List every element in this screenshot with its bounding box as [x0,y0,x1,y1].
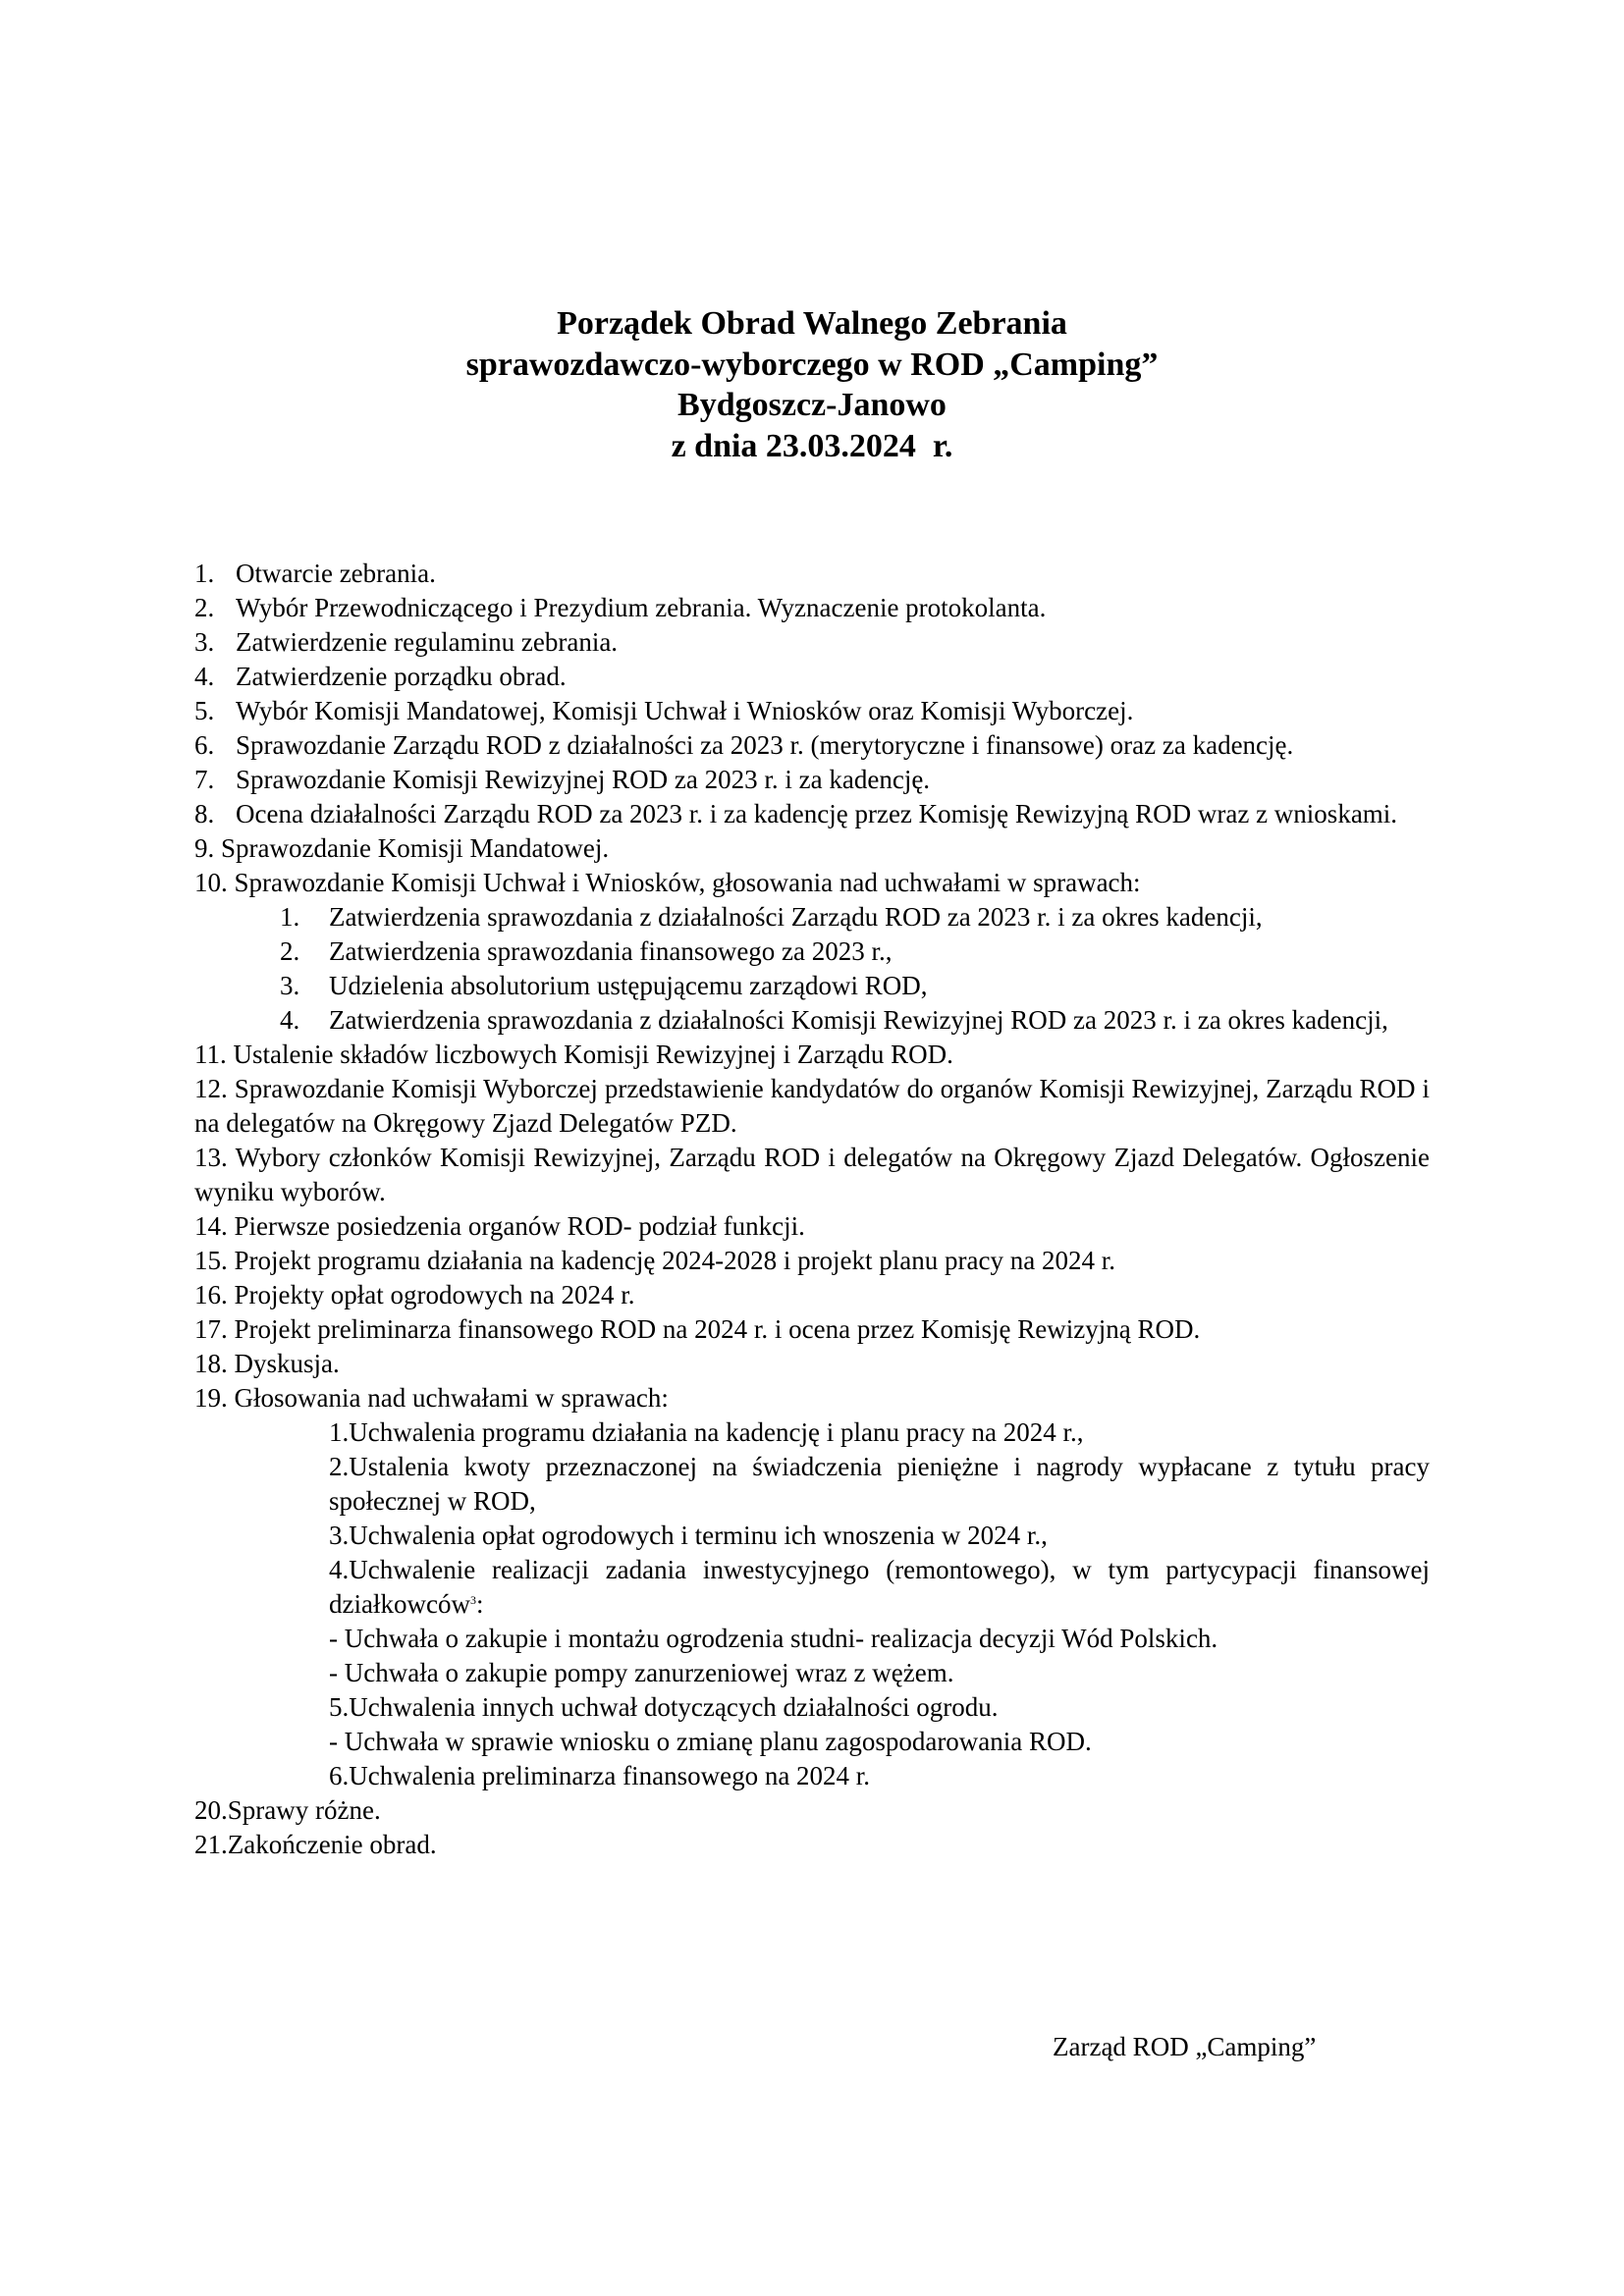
title-line-3: Bydgoszcz-Janowo [677,387,947,423]
item-text: Otwarcie zebrania. [236,559,436,588]
agenda-item: 18. Dyskusja. [194,1349,340,1378]
agenda-item: 11. Ustalenie składów liczbowych Komisji Rewizyjnej i Zarządu ROD. [194,1040,953,1069]
sub-item-text: 4.Uchwalenie realizacji zadania inwestycyjnego (remontowego), w tym partycypacji finansowej działkowców [329,1555,1430,1619]
resolution-item: - Uchwała o zakupie i montażu ogrodzenia studni- realizacja decyzji Wód Polskich. [329,1624,1218,1653]
item-text: Wybór Przewodniczącego i Prezydium zebrania. Wyznaczenie protokolanta. [236,593,1047,622]
signature: Zarząd ROD „Camping” [1053,2032,1317,2061]
agenda-item [194,660,1430,694]
sub-item [194,1553,1430,1622]
agenda-item: 14. Pierwsze posiedzenia organów ROD- podział funkcji. [194,1211,805,1241]
footnote-marker: 3 [469,1593,476,1607]
item-number: 6. [194,730,215,760]
sub-item-number: 4. [280,1005,300,1035]
sub-item-text: Zatwierdzenia sprawozdania z działalności Zarządu ROD za 2023 r. i za okres kadencji, [329,902,1263,932]
agenda-item: 17. Projekt preliminarza finansowego ROD na 2024 r. i ocena przez Komisję Rewizyjną ROD. [194,1314,1201,1344]
item-number: 2. [194,593,215,622]
item-text: Sprawozdanie Zarządu ROD z działalności za 2023 r. (merytoryczne i finansowe) oraz za kadencję. [236,730,1294,760]
document-title [0,303,1624,466]
agenda-item: 20.Sprawy różne. [194,1795,381,1825]
item-number: 1. [194,559,215,588]
item-text: Zatwierdzenie regulaminu zebrania. [236,627,619,657]
sub-item-text: Zatwierdzenia sprawozdania z działalności Komisji Rewizyjnej ROD za 2023 r. i za okres kadencji, [329,1005,1388,1035]
resolution-item: - Uchwała o zakupie pompy zanurzeniowej wraz z wężem. [329,1658,954,1687]
item-number: 8. [194,799,215,828]
agenda-item [194,591,1430,625]
agenda-item: 16. Projekty opłat ogrodowych na 2024 r. [194,1280,635,1309]
sub-item [194,900,1430,934]
agenda-item [194,797,1430,831]
item-number: 5. [194,696,215,725]
agenda-item: 13. Wybory członków Komisji Rewizyjnej, Zarządu ROD i delegatów na Okręgowy Zjazd Delegatów. Ogłoszenie wyniku wyborów. [194,1143,1430,1206]
resolution-item: - Uchwała w sprawie wniosku o zmianę planu zagospodarowania ROD. [329,1727,1092,1756]
sub-item: 3.Uchwalenia opłat ogrodowych i terminu ich wnoszenia w 2024 r., [329,1521,1048,1550]
agenda-item: 10. Sprawozdanie Komisji Uchwał i Wniosków, głosowania nad uchwałami w sprawach: [194,868,1141,897]
sub-item-number: 3. [280,971,300,1000]
item-text: Ocena działalności Zarządu ROD za 2023 r. i za kadencję przez Komisję Rewizyjną ROD wraz z wnioskami. [236,799,1398,828]
item-text: Sprawozdanie Komisji Rewizyjnej ROD za 2023 r. i za kadencję. [236,765,931,794]
agenda-item: 12. Sprawozdanie Komisji Wyborczej przedstawienie kandydatów do organów Komisji Rewizyjnej, Zarządu ROD i na delegatów na Okręgowy Zjazd Delegatów PZD. [194,1074,1430,1138]
agenda-item [194,625,1430,660]
agenda-item: 21.Zakończenie obrad. [194,1830,437,1859]
item-number: 3. [194,627,215,657]
sub-item-colon: : [475,1589,484,1619]
sub-item [194,934,1430,969]
sub-item-text: Udzielenia absolutorium ustępującemu zarządowi ROD, [329,971,928,1000]
sub-item-text: Zatwierdzenia sprawozdania finansowego za 2023 r., [329,936,893,966]
agenda-item [194,694,1430,728]
agenda-item [194,763,1430,797]
sub-item: 2.Ustalenia kwoty przeznaczonej na świadczenia pieniężne i nagrody wypłacane z tytułu pracy społecznej w ROD, [329,1452,1430,1516]
sub-item [194,1003,1430,1038]
agenda-list [194,557,1430,1862]
sub-item [194,969,1430,1003]
title-line-4: z dnia 23.03.2024 r. [671,427,953,464]
item-number: 4. [194,662,215,691]
sub-item: 5.Uchwalenia innych uchwał dotyczących działalności ogrodu. [329,1692,999,1722]
agenda-item [194,557,1430,591]
title-line-1: Porządek Obrad Walnego Zebrania [557,305,1067,342]
sub-item-number: 2. [280,936,300,966]
agenda-item [194,728,1430,763]
sub-item-number: 1. [280,902,300,932]
agenda-item: 15. Projekt programu działania na kadencję 2024-2028 i projekt planu pracy na 2024 r. [194,1246,1115,1275]
sub-item: 1.Uchwalenia programu działania na kadencję i planu pracy na 2024 r., [329,1417,1084,1447]
item-text: Wybór Komisji Mandatowej, Komisji Uchwał i Wniosków oraz Komisji Wyborczej. [236,696,1134,725]
sub-item: 6.Uchwalenia preliminarza finansowego na 2024 r. [329,1761,871,1790]
title-line-2: sprawozdawczo-wyborczego w ROD „Camping” [465,346,1159,383]
item-text: Zatwierdzenie porządku obrad. [236,662,567,691]
item-number: 7. [194,765,215,794]
agenda-item: 9. Sprawozdanie Komisji Mandatowej. [194,833,610,863]
agenda-item: 19. Głosowania nad uchwałami w sprawach: [194,1383,669,1413]
